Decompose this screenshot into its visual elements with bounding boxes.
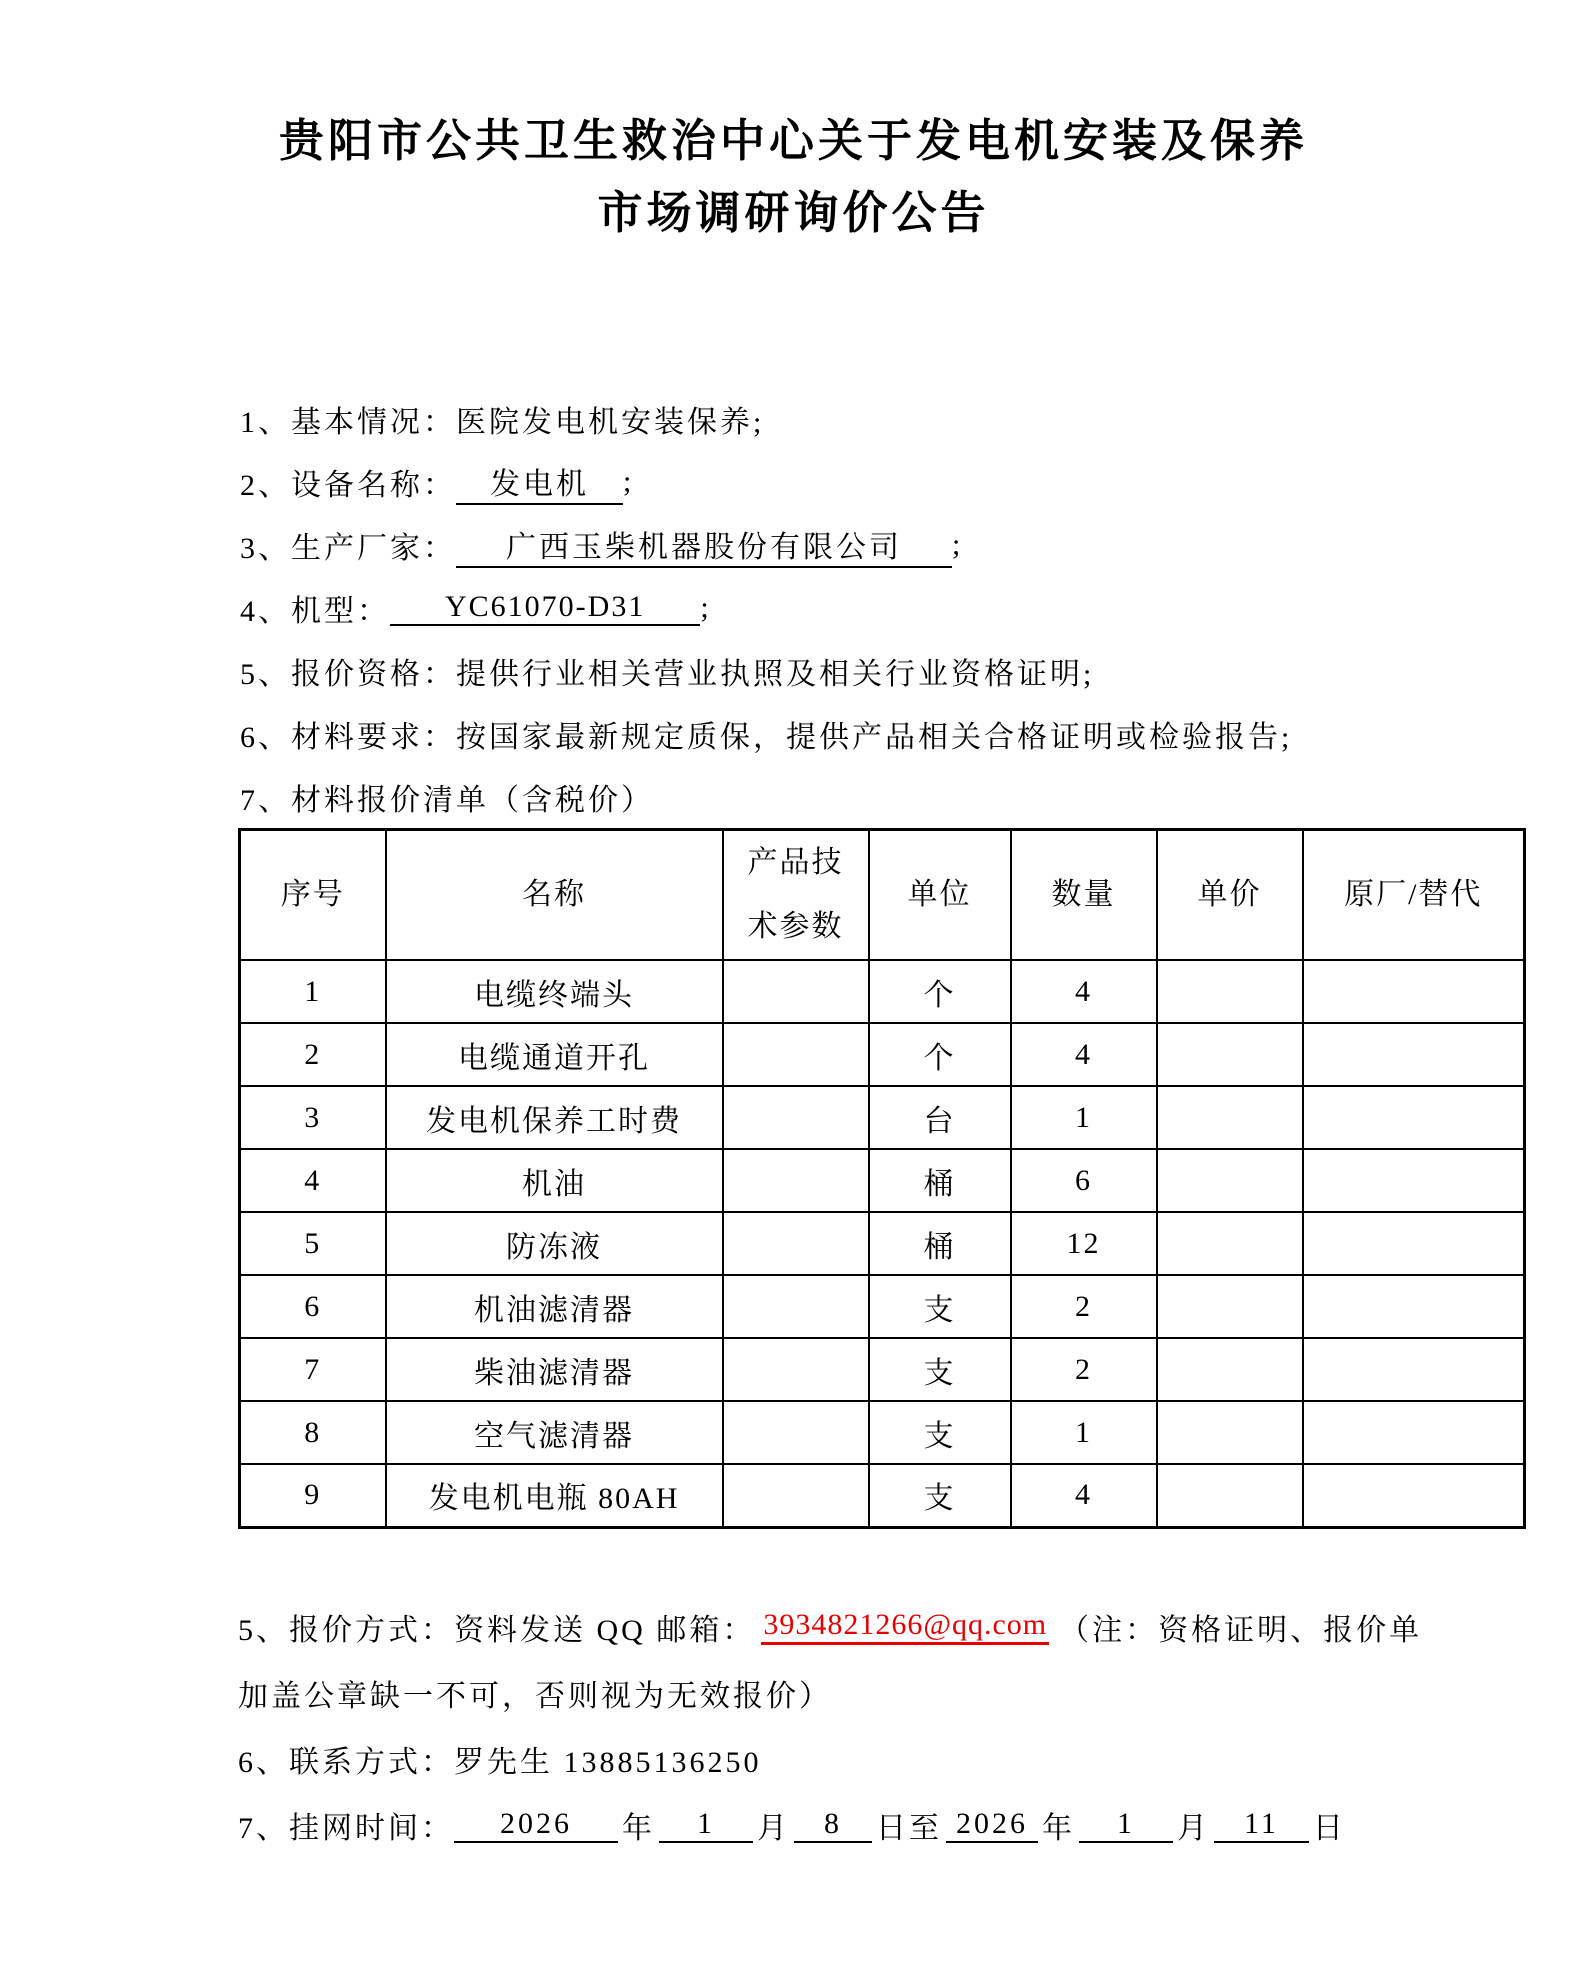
table-row — [240, 1212, 1525, 1275]
cell-name: 发电机保养工时费 — [386, 1086, 723, 1149]
cell-name: 机油滤清器 — [386, 1275, 723, 1338]
table-row — [240, 1275, 1525, 1338]
cell-qty: 4 — [1011, 1023, 1157, 1086]
cell-price — [1157, 1338, 1303, 1401]
end-month-value: 1 — [1079, 1807, 1173, 1843]
cell-name: 空气滤清器 — [386, 1401, 723, 1464]
cell-unit: 支 — [869, 1401, 1011, 1464]
col-header-unit: 单位 — [869, 830, 1011, 961]
cell-qty: 1 — [1011, 1086, 1157, 1149]
year-unit-label-2: 年 — [1042, 1811, 1075, 1845]
cell-seq: 5 — [240, 1212, 386, 1275]
cell-unit: 台 — [869, 1086, 1011, 1149]
list-item-manufacturer — [240, 513, 1587, 576]
cell-unit: 桶 — [869, 1149, 1011, 1212]
manufacturer-suffix: ; — [952, 527, 964, 561]
cell-unit: 支 — [869, 1464, 1011, 1527]
cell-spec — [723, 1401, 869, 1464]
cell-spec — [723, 1464, 869, 1527]
cell-spec — [723, 1212, 869, 1275]
cell-price — [1157, 1023, 1303, 1086]
cell-price — [1157, 1149, 1303, 1212]
cell-name: 电缆终端头 — [386, 960, 723, 1023]
title-line-1: 贵阳市公共卫生救治中心关于发电机安装及保养 — [278, 116, 1308, 166]
title-line-2: 市场调研询价公告 — [597, 188, 990, 238]
cell-name: 发电机电瓶 80AH — [386, 1464, 723, 1527]
cell-origin — [1303, 1023, 1525, 1086]
cell-seq: 7 — [240, 1338, 386, 1401]
month-unit-label-2: 月 — [1177, 1811, 1210, 1845]
material-requirement-text: 6、材料要求：按国家最新规定质保，提供产品相关合格证明或检验报告; — [240, 720, 1293, 754]
info-list — [240, 387, 1587, 828]
device-name-value: 发电机 — [456, 459, 623, 505]
price-table — [238, 828, 1526, 1529]
col-header-origin: 原厂/替代 — [1303, 830, 1525, 961]
col-header-name: 名称 — [386, 830, 723, 961]
quote-method-note: （注：资格证明、报价单 — [1059, 1613, 1423, 1647]
cell-qty: 4 — [1011, 960, 1157, 1023]
contact-line — [238, 1726, 1587, 1792]
cell-origin — [1303, 1212, 1525, 1275]
cell-origin — [1303, 1086, 1525, 1149]
device-name-suffix: ; — [623, 464, 635, 498]
table-row — [240, 1464, 1525, 1527]
cell-price — [1157, 1212, 1303, 1275]
quote-method-line — [238, 1594, 1587, 1660]
cell-name: 电缆通道开孔 — [386, 1023, 723, 1086]
day-unit-label: 日 — [1312, 1811, 1346, 1845]
list-item-basic-info — [240, 387, 1587, 450]
quote-method-label: 5、报价方式：资料发送 QQ 邮箱： — [238, 1613, 756, 1647]
cell-origin — [1303, 1275, 1525, 1338]
cell-qty: 1 — [1011, 1401, 1157, 1464]
cell-unit: 支 — [869, 1338, 1011, 1401]
table-row — [240, 1401, 1525, 1464]
posting-period-label: 7、挂网时间： — [238, 1811, 454, 1845]
quote-method-line-2 — [238, 1660, 1587, 1726]
cell-qty: 2 — [1011, 1275, 1157, 1338]
cell-price — [1157, 1401, 1303, 1464]
cell-unit: 桶 — [869, 1212, 1011, 1275]
col-header-spec: 产品技术参数 — [723, 830, 869, 961]
cell-qty: 2 — [1011, 1338, 1157, 1401]
day-to-label: 日至 — [876, 1811, 942, 1845]
cell-unit: 个 — [869, 1023, 1011, 1086]
cell-seq: 9 — [240, 1464, 386, 1527]
cell-price — [1157, 1464, 1303, 1527]
cell-price — [1157, 1275, 1303, 1338]
cell-origin — [1303, 960, 1525, 1023]
col-header-seq: 序号 — [240, 830, 386, 961]
cell-name: 机油 — [386, 1149, 723, 1212]
start-day-value: 8 — [794, 1807, 872, 1843]
footer-notes — [238, 1594, 1587, 1858]
contact-text: 6、联系方式：罗先生 13885136250 — [238, 1745, 762, 1779]
quote-method-note-continued: 加盖公章缺一不可，否则视为无效报价） — [238, 1679, 832, 1713]
basic-info-text: 1、基本情况：医院发电机安装保养; — [240, 405, 765, 439]
table-row — [240, 1086, 1525, 1149]
table-row — [240, 1338, 1525, 1401]
col-header-price: 单价 — [1157, 830, 1303, 961]
document-title — [0, 0, 1587, 249]
cell-qty: 4 — [1011, 1464, 1157, 1527]
cell-seq: 4 — [240, 1149, 386, 1212]
end-year-value: 2026 — [946, 1807, 1038, 1843]
cell-seq: 1 — [240, 960, 386, 1023]
cell-spec — [723, 1023, 869, 1086]
cell-origin — [1303, 1464, 1525, 1527]
list-item-material-requirement — [240, 702, 1587, 765]
table-row — [240, 1023, 1525, 1086]
cell-price — [1157, 960, 1303, 1023]
list-item-model — [240, 576, 1587, 639]
qq-email-link[interactable]: 3934821266@qq.com — [761, 1608, 1049, 1645]
model-label: 4、机型： — [240, 594, 390, 628]
list-item-device-name — [240, 450, 1587, 513]
cell-name: 防冻液 — [386, 1212, 723, 1275]
cell-unit: 个 — [869, 960, 1011, 1023]
manufacturer-value: 广西玉柴机器股份有限公司 — [456, 522, 952, 568]
table-header-row — [240, 830, 1525, 961]
start-month-value: 1 — [659, 1807, 753, 1843]
cell-origin — [1303, 1149, 1525, 1212]
cell-qty: 12 — [1011, 1212, 1157, 1275]
cell-spec — [723, 1086, 869, 1149]
cell-origin — [1303, 1338, 1525, 1401]
device-name-label: 2、设备名称： — [240, 468, 456, 502]
table-row — [240, 1149, 1525, 1212]
model-value: YC61070-D31 — [390, 590, 700, 626]
cell-spec — [723, 1338, 869, 1401]
year-unit-label: 年 — [622, 1811, 655, 1845]
list-item-quote-qualification — [240, 639, 1587, 702]
cell-spec — [723, 1149, 869, 1212]
end-day-value: 11 — [1214, 1807, 1309, 1843]
cell-seq: 3 — [240, 1086, 386, 1149]
cell-seq: 2 — [240, 1023, 386, 1086]
cell-price — [1157, 1086, 1303, 1149]
col-header-qty: 数量 — [1011, 830, 1157, 961]
list-item-quotation-list-heading — [240, 765, 1587, 828]
quote-qualification-text: 5、报价资格：提供行业相关营业执照及相关行业资格证明; — [240, 657, 1095, 691]
manufacturer-label: 3、生产厂家： — [240, 531, 456, 565]
cell-seq: 6 — [240, 1275, 386, 1338]
start-year-value: 2026 — [454, 1807, 618, 1843]
cell-spec — [723, 960, 869, 1023]
cell-seq: 8 — [240, 1401, 386, 1464]
cell-name: 柴油滤清器 — [386, 1338, 723, 1401]
model-suffix: ; — [700, 590, 712, 624]
table-row — [240, 960, 1525, 1023]
quotation-list-heading-text: 7、材料报价清单（含税价） — [240, 783, 654, 817]
cell-unit: 支 — [869, 1275, 1011, 1338]
cell-spec — [723, 1275, 869, 1338]
cell-qty: 6 — [1011, 1149, 1157, 1212]
cell-origin — [1303, 1401, 1525, 1464]
month-unit-label: 月 — [757, 1811, 790, 1845]
posting-period-line — [238, 1792, 1587, 1858]
